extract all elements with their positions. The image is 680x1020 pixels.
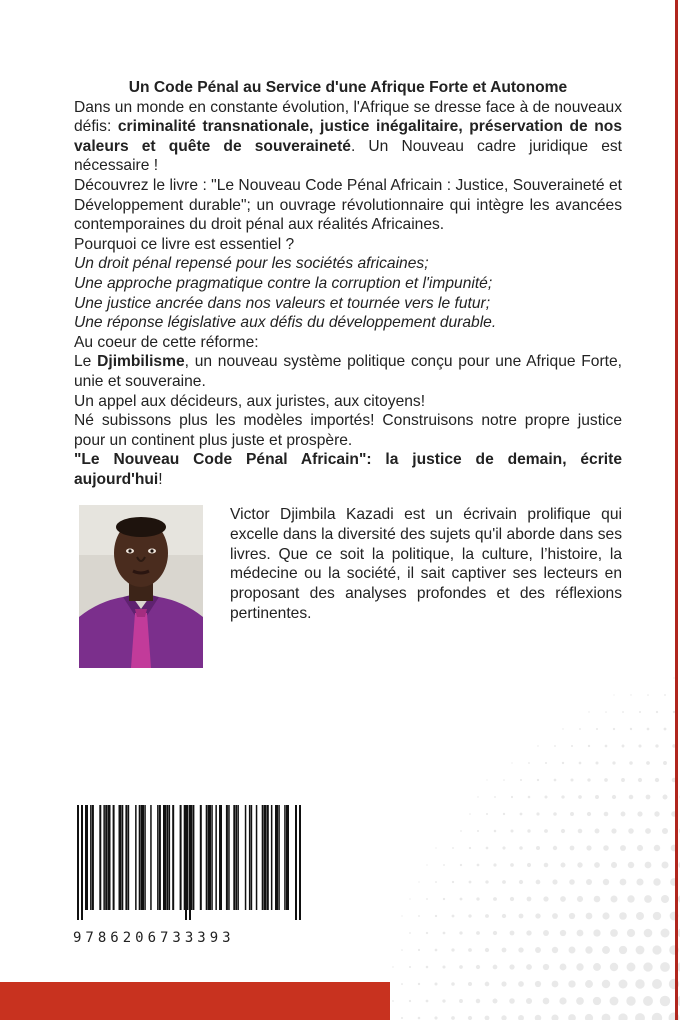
description-block	[74, 78, 622, 489]
intro-paragraph: Dans un monde en constante évolution, l'Afrique se dresse face à de nouveaux défis: criminalité transnationale, justice inégalitaire, préservation de nos valeurs et quête de souveraineté. Un Nouveau cadre juridique est nécessaire !	[74, 98, 622, 175]
right-edge-stripe	[675, 0, 678, 1020]
reason-item: Une justice ancrée dans nos valeurs et tournée vers le futur;	[74, 294, 491, 312]
reason-item: Un droit pénal repensé pour les sociétés africaines;	[74, 255, 429, 273]
call-to-action-paragraph: Né subissons plus les modèles importés! Construisons notre propre justice pour un continent plus juste et prospère.	[74, 412, 622, 449]
bottom-accent-bar	[0, 982, 390, 1020]
author-bio: Victor Djimbila Kazadi est un écrivain prolifique qui excelle dans la diversité des sujets qu'il aborde dans ses livres. Que ce soit la politique, la culture, l’histoire, la médecine ou la société, il sait captiver ses lecteurs en proposant des analyses profondes et des réflexions pertinentes.	[230, 506, 622, 622]
reason-item: Une réponse législative aux défis du développement durable.	[74, 314, 497, 332]
closing-line: "Le Nouveau Code Pénal Africain": la justice de demain, écrite aujourd'hui!	[74, 451, 622, 488]
book-title: Un Code Pénal au Service d'une Afrique Forte et Autonome	[128, 79, 568, 96]
djimbilisme-paragraph: Le Djimbilisme, un nouveau système politique conçu pour une Afrique Forte, unie et souveraine.	[74, 353, 623, 390]
reason-item: Une approche pragmatique contre la corruption et l'impunité;	[74, 274, 493, 292]
author-photo	[79, 505, 203, 668]
isbn-number: 9786206733393	[73, 930, 235, 946]
discover-paragraph: Découvrez le livre : "Le Nouveau Code Pénal Africain : Justice, Souveraineté et Développement durable"; un ouvrage révolutionnaire qui intègre les avancées contemporaines du droit pénal aux réalités Africaines.	[74, 176, 622, 234]
why-heading: Pourquoi ce livre est essentiel ?	[74, 235, 295, 253]
appeal-line: Un appel aux décideurs, aux juristes, aux citoyens!	[74, 392, 426, 410]
barcode	[77, 805, 301, 920]
reform-heading: Au coeur de cette réforme:	[74, 333, 259, 351]
